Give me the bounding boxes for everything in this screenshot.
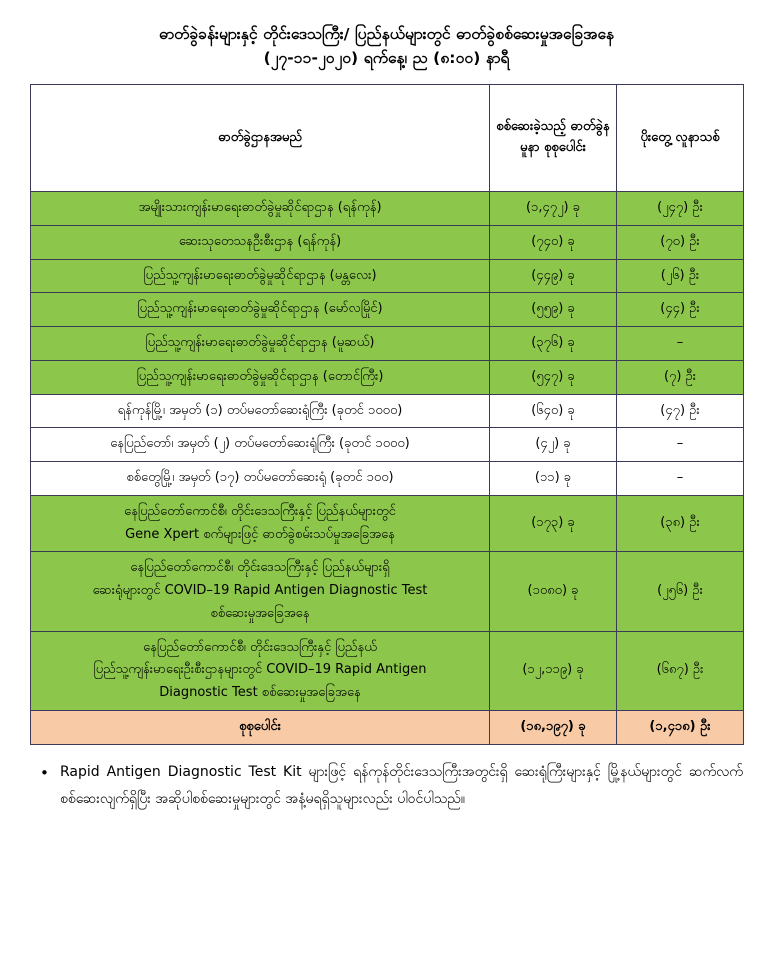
cell-lab-name (31, 631, 490, 710)
cell-lab-name (31, 462, 490, 496)
cell-new-positive: (၂၅၆) ဦး (617, 552, 744, 631)
cell-new-positive: (၂၆) ဦး (617, 259, 744, 293)
cell-new-positive: – (617, 428, 744, 462)
cell-new-positive: – (617, 327, 744, 361)
lab-name-line: စစ်တွေမြို့၊ အမှတ် (၁၇) တပ်မတော်ဆေးရုံ (ခုတင် ၁၀၀) (126, 470, 394, 486)
cell-lab-name (31, 192, 490, 226)
bullet-icon: • (40, 763, 49, 782)
cell-new-positive: (၆၈၇) ဦး (617, 631, 744, 710)
table-row (31, 293, 744, 327)
cell-samples-tested: (၄၄၉) ခု (490, 259, 617, 293)
table-row (31, 428, 744, 462)
lab-name-line: ပြည်သူ့ကျန်းမာရေးဓာတ်ခွဲမှုဆိုင်ရာဌာန (တောင်ကြီး) (136, 368, 384, 384)
lab-name-line: Gene Xpert စက်များဖြင့် ဓာတ်ခွဲစမ်းသပ်မှုအခြေအနေ (125, 526, 395, 542)
note-text: Rapid Antigen Diagnostic Test Kit များဖြင့် ရန်ကုန်တိုင်းဒေသကြီးအတွင်းရှိ ဆေးရုံကြီးများနှင့် မြို့နယ်များတွင် ဆက်လက်စစ်ဆေးလျက်ရှိပြီး အဆိုပါစစ်ဆေးမှုများတွင် အနံ့မရရှိသူများလည်း ပါဝင်ပါသည်။ (60, 763, 743, 807)
lab-name-line: ပြည်သူ့ကျန်းမာရေးဦးစီးဌာနများတွင် COVID–19 Rapid Antigen (93, 662, 427, 678)
table-header (31, 85, 744, 192)
table-row (31, 225, 744, 259)
cell-samples-tested: (၄၂) ခု (490, 428, 617, 462)
cell-lab-name (31, 360, 490, 394)
lab-name-line: နေပြည်တော်ကောင်စီ၊ တိုင်းဒေသကြီးနှင့် ပြည်နယ်များတွင် (124, 503, 396, 519)
cell-lab-name (31, 394, 490, 428)
lab-testing-table (30, 84, 744, 745)
cell-samples-tested: (၆၄၀) ခု (490, 394, 617, 428)
table-row (31, 259, 744, 293)
cell-lab-name (31, 710, 490, 744)
cell-new-positive: (၃၈) ဦး (617, 495, 744, 552)
table-row-total (31, 710, 744, 744)
column-header-new-positive: ပိုးတွေ့ လူနာသစ် (617, 85, 744, 192)
cell-lab-name (31, 327, 490, 361)
table-row (31, 360, 744, 394)
cell-samples-tested: (၁၇၃) ခု (490, 495, 617, 552)
lab-name-line: စစ်ဆေးမှုအခြေအနေ (210, 605, 310, 621)
notes-list (30, 759, 743, 814)
column-header-samples-tested: စစ်ဆေးခဲ့သည့် ဓာတ်ခွဲနမူနာ စုစုပေါင်း (490, 85, 617, 192)
cell-lab-name (31, 428, 490, 462)
cell-samples-tested: (၁၂,၁၁၉) ခု (490, 631, 617, 710)
cell-lab-name (31, 293, 490, 327)
column-header-lab-name: ဓာတ်ခွဲဌာနအမည် (31, 85, 490, 192)
cell-samples-tested: (၃၇၆) ခု (490, 327, 617, 361)
cell-new-positive: (၂၄၇) ဦး (617, 192, 744, 226)
lab-name-line: ပြည်သူ့ကျန်းမာရေးဓာတ်ခွဲမှုဆိုင်ရာဌာန (မန္တလေး) (143, 267, 377, 283)
table-row (31, 631, 744, 710)
cell-new-positive: (၄၄) ဦး (617, 293, 744, 327)
title-line-2: (၂၇-၁၁-၂၀၂၀) ရက်နေ့၊ ည (၈:၀၀) နာရီ (263, 49, 510, 68)
lab-name-line: စုစုပေါင်း (239, 718, 281, 734)
table-header-row (31, 85, 744, 192)
lab-name-line: ဆေးသုတေသနဦးစီးဌာန (ရန်ကုန်) (178, 233, 342, 249)
cell-samples-tested: (၅၅၉) ခု (490, 293, 617, 327)
table-body (31, 192, 744, 745)
table-row (31, 495, 744, 552)
cell-samples-tested: (၁၁) ခု (490, 462, 617, 496)
cell-new-positive: – (617, 462, 744, 496)
cell-lab-name (31, 259, 490, 293)
lab-name-line: နေပြည်တော်ကောင်စီ၊ တိုင်းဒေသကြီးနှင့် ပြည်နယ်များရှိ (130, 560, 390, 576)
lab-name-line: အမျိုးသားကျန်းမာရေးဓာတ်ခွဲမှုဆိုင်ရာဌာန (ရန်ကုန်) (138, 200, 382, 216)
cell-samples-tested: (၅၄၇) ခု (490, 360, 617, 394)
cell-lab-name (31, 495, 490, 552)
cell-new-positive: (၁,၄၁၈) ဦး (617, 710, 744, 744)
cell-new-positive: (၇၀) ဦး (617, 225, 744, 259)
lab-name-line: ပြည်သူ့ကျန်းမာရေးဓာတ်ခွဲမှုဆိုင်ရာဌာန (မော်လမြိုင်) (137, 301, 383, 317)
table-row (31, 552, 744, 631)
note-item (30, 759, 743, 814)
page-title (30, 22, 743, 70)
cell-samples-tested: (၇၄၀) ခု (490, 225, 617, 259)
lab-name-line: ရန်ကုန်မြို့၊ အမှတ် (၁) တပ်မတော်ဆေးရုံကြီး (ခုတင် ၁၀၀၀) (117, 402, 403, 418)
table-row (31, 327, 744, 361)
table-row (31, 462, 744, 496)
lab-name-line: ဆေးရုံများတွင် COVID–19 Rapid Antigen Diagnostic Test (92, 583, 428, 599)
lab-name-line: Diagnostic Test စစ်ဆေးမှုအခြေအနေ (159, 685, 361, 701)
cell-new-positive: (၄၇) ဦး (617, 394, 744, 428)
lab-name-line: ပြည်သူ့ကျန်းမာရေးဓာတ်ခွဲမှုဆိုင်ရာဌာန (မူဆယ်) (145, 335, 375, 351)
cell-samples-tested: (၁၈,၁၉၇) ခု (490, 710, 617, 744)
table-row (31, 394, 744, 428)
cell-samples-tested: (၁,၄၇၂) ခု (490, 192, 617, 226)
cell-new-positive: (၇) ဦး (617, 360, 744, 394)
lab-name-line: နေပြည်တော်၊ အမှတ် (၂) တပ်မတော်ဆေးရုံကြီး (ခုတင် ၁၀၀၀) (110, 436, 410, 452)
cell-lab-name (31, 552, 490, 631)
title-line-1: ဓာတ်ခွဲခန်းများနှင့် တိုင်းဒေသကြီး/ ပြည်နယ်များတွင် ဓာတ်ခွဲစစ်ဆေးမှုအခြေအနေ (158, 25, 615, 43)
cell-lab-name (31, 225, 490, 259)
table-row (31, 192, 744, 226)
cell-samples-tested: (၁၀၈၀) ခု (490, 552, 617, 631)
lab-name-line: နေပြည်တော်ကောင်စီ၊ တိုင်းဒေသကြီးနှင့် ပြည်နယ် (143, 639, 377, 655)
